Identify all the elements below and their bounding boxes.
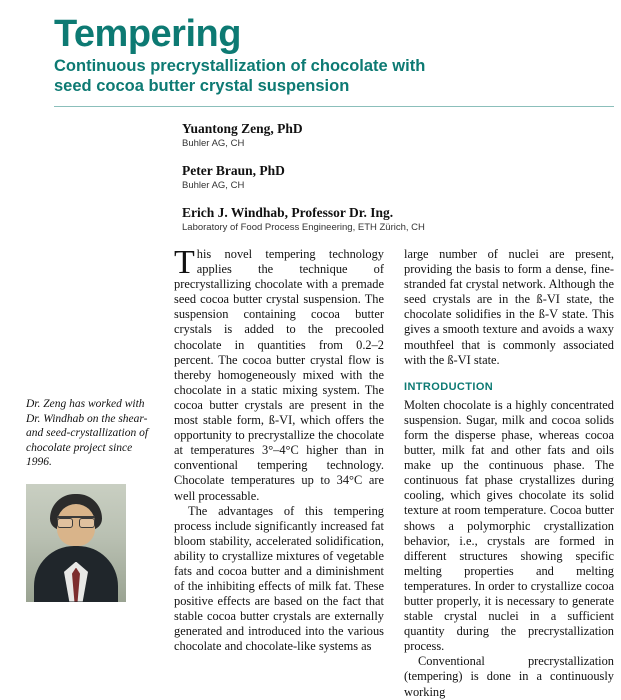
body-paragraph: Conventional precrystallization (tempering) is done in a continuously working (404, 654, 614, 699)
author-portrait-image (26, 484, 126, 602)
page-subtitle-line2: seed cocoa butter crystal suspension (54, 77, 350, 95)
body-column-left (174, 244, 384, 700)
drop-cap: T (174, 244, 195, 281)
body-paragraph: large number of nuclei are present, providing the basis to form a dense, fine-stranded fat crystal network. Although the seed crystals are in the ß-VI state, the chocolate solidifies in the ß-V state. This gives a smooth texture and avoids a waxy mouthfeel that is commonly associated with the ß-VI state. (404, 247, 614, 367)
body-column-right (404, 247, 614, 700)
author-affiliation: Buhler AG, CH (182, 138, 245, 149)
glasses-icon (57, 516, 95, 527)
author-affiliation: Buhler AG, CH (182, 180, 245, 191)
section-heading-introduction: INTRODUCTION (404, 380, 494, 393)
body-paragraph: Molten chocolate is a highly concentrated suspension. Sugar, milk and cocoa solids form the disperse phase, whereas cocoa butter, milk fat and other fats and oils make up the continuous phase. The continuous fat phase crystallizes during cooling, which gives chocolate its solid texture at room temperature. Cocoa butter shows a polymorphic crystallization behavior, i.e., crystals are formed in different structures showing specific melting properties and melting temperatures. In order to crystallize cocoa butter properly, it is necessary to generate stable crystal nuclei in a sufficient quantity during the precrystallization process. (404, 397, 614, 654)
body-paragraph (174, 244, 384, 504)
author-list (182, 121, 599, 234)
author-entry (182, 205, 599, 234)
sidebar-column (26, 247, 154, 700)
body-paragraph: The advantages of this tempering process include significantly increased fat bloom stability, accelerated solidification, ability to crystallize mixtures of vegetable fats and cocoa butter and a diminishment of the inhibiting effects of milk fat. These positive effects are based on the fact that stable cocoa butter crystals are externally generated and introduced into the various chocolate and chocolate-like systems as (174, 503, 384, 654)
author-entry (182, 163, 599, 192)
title-divider (54, 106, 614, 107)
content-columns (26, 244, 614, 700)
author-name: Peter Braun, PhD (182, 163, 285, 178)
body-paragraph-text: his novel tempering technology applies the technique of precrystallizing chocolate with a premade seed cocoa butter crystal suspension. The suspension containing cocoa butter crystals is added to the precooled chocolate in quantities from 0.2–2 percent. The cocoa butter crystal flow is thereby homogeneously mixed with the chocolate in a static mixing system. The cocoa butter crystals are present in the most stable form, ß-VI, which offers the opportunity to precrystallize the chocolate at temperatures 3°–4°C higher than in conventional tempering technology. Chocolate temperatures up to 34°C are well processable. (174, 247, 384, 503)
page-title: Tempering (54, 13, 241, 55)
author-affiliation: Laboratory of Food Process Engineering, ETH Zürich, CH (182, 222, 425, 233)
page-subtitle-line1: Continuous precrystallization of chocolate with (54, 57, 426, 75)
sidebar-biography-note: Dr. Zeng has worked with Dr. Windhab on the shear- and seed-crystallization of chocolate project since 1996. (26, 398, 149, 468)
title-block (54, 14, 599, 96)
author-entry (182, 121, 599, 150)
author-name: Yuantong Zeng, PhD (182, 121, 303, 136)
author-name: Erich J. Windhab, Professor Dr. Ing. (182, 205, 394, 220)
